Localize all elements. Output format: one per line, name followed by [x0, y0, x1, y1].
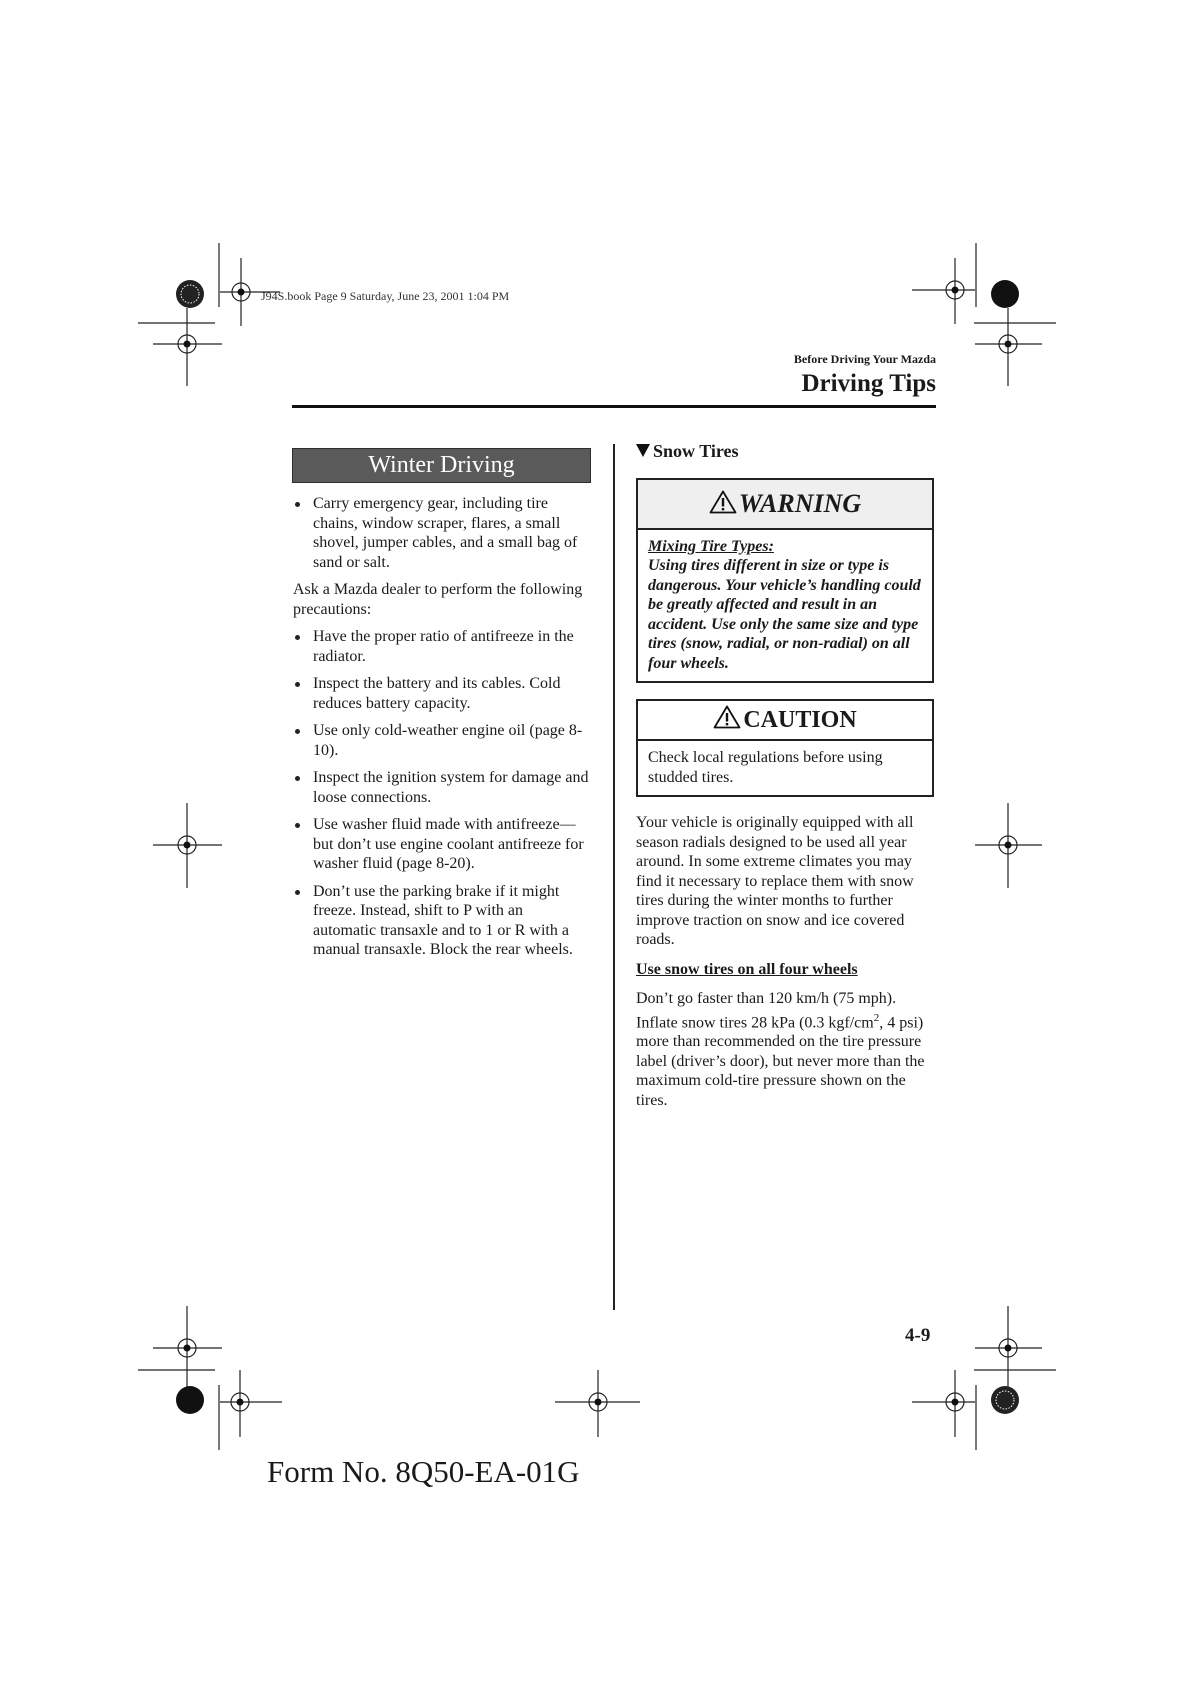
- page-number: 4-9: [905, 1325, 931, 1346]
- caution-triangle-icon: [713, 705, 741, 729]
- list-item: Carry emergency gear, including tire chains, window scraper, flares, a small shovel, jumper cables, and a small bag of sand or salt.: [293, 494, 590, 572]
- section-label: Before Driving Your Mazda: [793, 352, 936, 366]
- caution-box: [636, 699, 934, 797]
- caution-label: CAUTION: [743, 707, 857, 733]
- right-column: [636, 442, 934, 1118]
- triangle-down-icon: [636, 444, 650, 457]
- list-item: Use washer fluid made with antifreeze—but don’t use engine coolant antifreeze for washer fluid (page 8-20).: [293, 815, 590, 874]
- emergency-gear-list: [293, 494, 590, 572]
- snow-tires-paragraph: Your vehicle is originally equipped with all season radials designed to be used all year around. In some extreme climates you may find it necessary to replace them with snow tires during the winter months to further improve traction on snow and ice covered roads.: [636, 814, 914, 948]
- list-item: Inspect the battery and its cables. Cold reduces battery capacity.: [293, 674, 590, 713]
- print-slug: J94S.book Page 9 Saturday, June 23, 2001 1:04 PM: [261, 289, 510, 303]
- form-number: Form No. 8Q50-EA-01G: [267, 1454, 580, 1489]
- snow-tires-heading: Snow Tires: [636, 442, 934, 462]
- warning-body: [638, 530, 932, 682]
- speed-pressure-paragraph: Don’t go faster than 120 km/h (75 mph). Inflate snow tires 28 kPa (0.3 kgf/$cm^2$, 4 psi) more than recommended on the tire pressure label (driver’s door), but never more than the maximum cold-tire pressure shown on the tires.: [636, 990, 925, 1109]
- list-item: Use only cold-weather engine oil (page 8-10).: [293, 721, 590, 760]
- page-title: Driving Tips: [801, 370, 936, 397]
- warning-subtitle: Mixing Tire Types:: [648, 537, 774, 555]
- left-column: [293, 449, 590, 968]
- warning-header: [638, 480, 932, 530]
- warning-text: Using tires different in size or type is dangerous. Your vehicle’s handling could be greatly affected and result in an accident. Use only the same size and type tires (snow, radial, or non-radial) on all four wheels.: [648, 557, 921, 672]
- winter-driving-heading: Winter Driving: [293, 449, 590, 482]
- column-divider: [613, 444, 615, 1310]
- list-item: Don’t use the parking brake if it might freeze. Instead, shift to P with an automatic transaxle and to 1 or R with a manual transaxle. Block the rear wheels.: [293, 882, 590, 960]
- warning-triangle-icon: [709, 490, 737, 514]
- four-wheels-heading: Use snow tires on all four wheels: [636, 960, 858, 978]
- superscript: 2: [873, 1011, 880, 1024]
- precautions-list: [293, 627, 590, 960]
- warning-label: WARNING: [738, 488, 862, 518]
- list-item: Inspect the ignition system for damage and loose connections.: [293, 768, 590, 807]
- caution-header: [638, 701, 932, 741]
- dealer-intro-text: Ask a Mazda dealer to perform the following precautions:: [293, 581, 583, 618]
- title-rule: [292, 405, 936, 408]
- warning-box: [636, 478, 934, 684]
- list-item: Have the proper ratio of antifreeze in the radiator.: [293, 627, 590, 666]
- caution-text: Check local regulations before using studded tires.: [648, 749, 883, 786]
